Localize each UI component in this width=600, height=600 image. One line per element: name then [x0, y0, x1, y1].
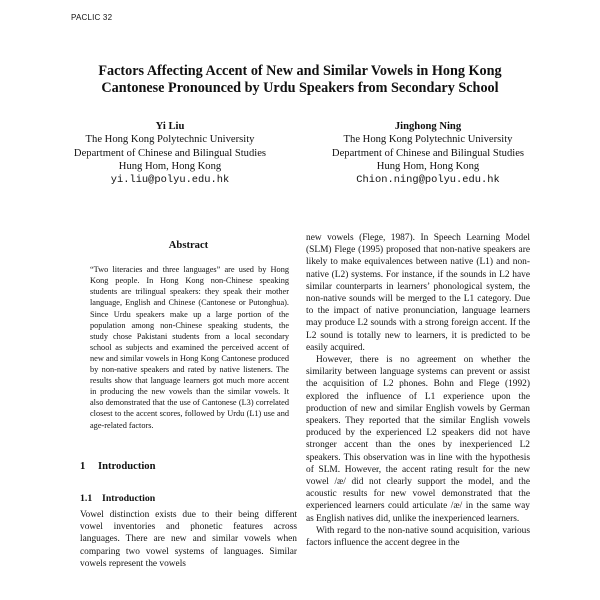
body-paragraph-2: However, there is no agreement on whether the similarity between language systems can prevent or assist the acquisition of L2 phones. Bohn and Flege (1992) explored the influence of L1 experience upon the production of new and similar English vowels by German speakers. They reported that the similar English vowels produced by the experienced L2 speakers did not have stronger accent than the ones by inexperienced L2 speakers. This observation was in line with the hypothesis of SLM. However, the accent rating result for the new vowel /æ/ did not clearly support the model, and the acoustic results for new vowel demonstrated that the experienced learners could articulate /æ/ in the same way as English natives did, unlike the inexperienced learners. — [306, 355, 530, 524]
body-paragraph-3: With regard to the non-native sound acquisition, various factors influence the accent degree in the — [306, 525, 530, 549]
author-block-2 — [313, 120, 543, 187]
author-name: Yi Liu — [155, 121, 185, 132]
venue-header: PACLIC 32 — [71, 13, 113, 22]
author-affiliation: The Hong Kong Polytechnic University — [343, 134, 513, 146]
right-column — [306, 232, 530, 549]
section-number: 1 — [80, 460, 86, 472]
author-department: Department of Chinese and Bilingual Studies — [331, 147, 525, 159]
title-line-2: Cantonese Pronounced by Urdu Speakers from Secondary School — [101, 79, 499, 96]
title-line-1: Factors Affecting Accent of New and Similar Vowels in Hong Kong — [98, 63, 502, 79]
intro-paragraph: Vowel distinction exists due to their being different vowel inventories and phonetic features across languages. There are new and similar vowels when comparing two vowel systems of languages. Similar vowels represent the vowels — [80, 510, 297, 569]
section-title: Introduction — [98, 460, 156, 472]
author-location: Hung Hom, Hong Kong — [118, 161, 222, 173]
author-block-1 — [55, 120, 285, 187]
author-email: yi.liu@polyu.edu.hk — [110, 173, 230, 186]
subsection-heading-introduction — [80, 493, 297, 505]
section-heading-introduction — [80, 461, 297, 473]
subsection-number: 1.1 — [80, 492, 93, 504]
body-paragraph-1: new vowels (Flege, 1987). In Speech Learning Model (SLM) Flege (1995) proposed that non-native speakers are likely to make equivalences between native (L1) and non-native (L2) systems. For instance, if the sounds in L2 have similar counterparts in learners’ phonological system, the non-native sounds will be merged to the L1 category. Due to the impact of native pronunciation, language learners may produce L2 sounds with a strong foreign accent. If the L2 sound is totally new to learners, it is predicted to be easily acquired. — [306, 233, 530, 353]
author-department: Department of Chinese and Bilingual Studies — [73, 147, 267, 159]
left-column — [80, 232, 297, 570]
author-location: Hung Hom, Hong Kong — [376, 161, 480, 173]
author-email: Chion.ning@polyu.edu.hk — [356, 173, 500, 186]
author-name: Jinghong Ning — [394, 121, 462, 132]
abstract-text: “Two literacies and three languages” are used by Hong Kong people. In Hong Kong non-Chinese speaking students are trilingual speakers: they speak their mother language, English and Chinese (Cantonese or Putonghua). Since Urdu speakers make up a large portion of the population among non-Chinese speaking students, the study chose Pakistani students from a local secondary school as subjects and examined the perceived accent of new and similar vowels in Hong Kong Cantonese produced by non-native speakers and rated by native listeners. The results show that language learners got much more accent in producing the new vowels than the similar vowels. It also demonstrated that the use of Cantonese (L3) correlated closest to the accent scores, followed by Urdu (L1) use and age-related factors. — [90, 265, 289, 430]
author-affiliation: The Hong Kong Polytechnic University — [85, 134, 255, 146]
abstract-heading: Abstract — [168, 240, 209, 251]
paper-title — [40, 63, 560, 96]
subsection-title: Introduction — [102, 492, 156, 504]
